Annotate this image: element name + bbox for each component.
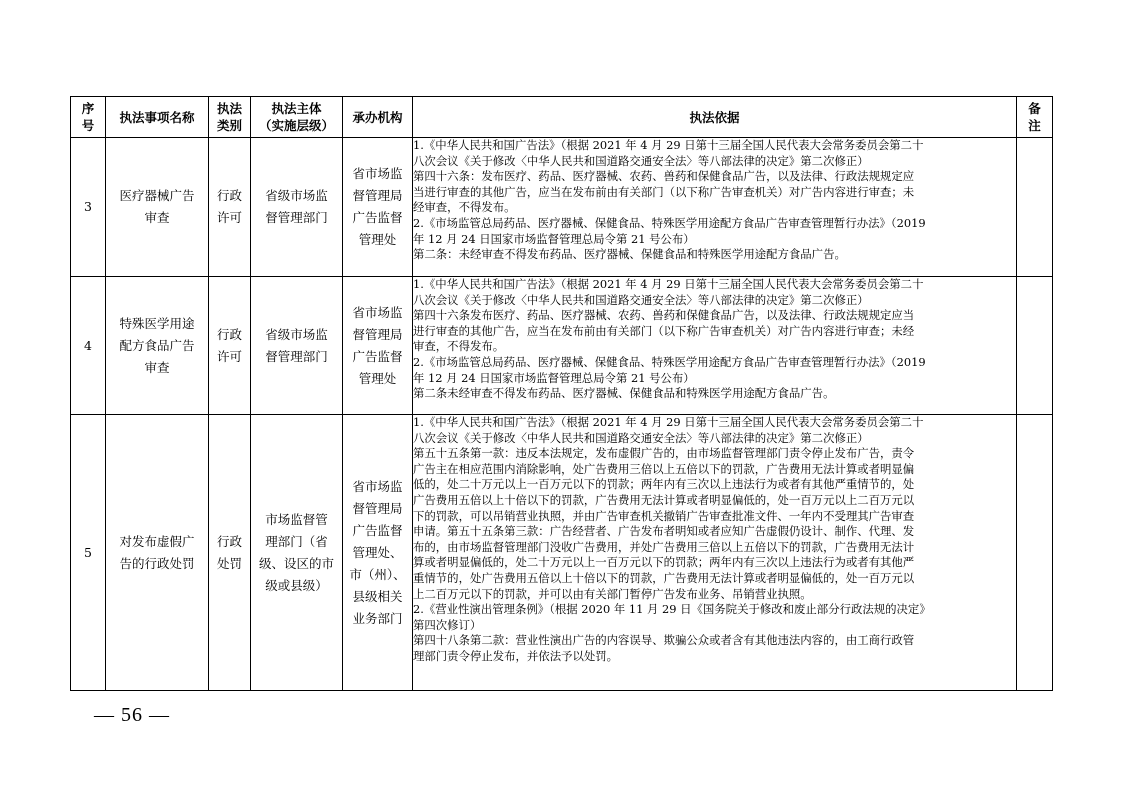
row-item-name	[106, 277, 209, 415]
agency-line: 管理处	[358, 370, 397, 386]
subject-line: 督管理部门	[265, 348, 328, 364]
table-row	[71, 415, 1053, 691]
header-category-line: 执法	[216, 101, 242, 116]
row-remark	[1017, 415, 1053, 691]
item-name-line: 特殊医学用途	[119, 315, 195, 331]
header-remark	[1017, 97, 1053, 138]
basis-line: 第二条：未经审查不得发布药品、医疗器械、保健食品和特殊医学用途配方食品广告。	[413, 247, 846, 262]
row-category	[209, 277, 251, 415]
header-remark-line: 注	[1028, 118, 1041, 133]
row-category	[209, 415, 251, 691]
agency-line: 广告监督	[352, 348, 403, 364]
basis-line: 年 12 月 24 日国家市场监督管理总局令第 21 号公布）	[413, 370, 695, 385]
subject-line: 省级市场监	[265, 188, 328, 203]
category-line: 行政	[216, 188, 242, 203]
row-basis	[413, 138, 1017, 277]
header-subject-line: （实施层级）	[258, 118, 334, 133]
category-line: 许可	[216, 348, 242, 364]
basis-line: 年 12 月 24 日国家市场监督管理总局令第 21 号公布）	[413, 231, 695, 246]
basis-line: 2.《营业性演出管理条例》（根据 2020 年 11 月 29 日《国务院关于修改和废止部分行政法规的决定》	[413, 602, 931, 617]
header-row	[71, 97, 1053, 138]
row-item-name	[106, 138, 209, 277]
basis-line: 理部门责令停止发布，并依法予以处罚。	[413, 648, 619, 663]
table-row	[71, 138, 1053, 277]
subject-line: 级、设区的市	[258, 555, 334, 571]
agency-line: 广告监督	[352, 522, 403, 538]
header-basis: 执法依据	[413, 97, 1017, 138]
basis-line: 低的，处二十万元以上一百万元以下的罚款；两年内有三次以上违法行为或者有其他严重情节的，处	[413, 477, 915, 492]
row-remark	[1017, 277, 1053, 415]
header-subject	[251, 97, 343, 138]
basis-line: 八次会议《关于修改〈中华人民共和国道路交通安全法〉等八部法律的决定》第二次修正）	[413, 292, 869, 307]
agency-line: 业务部门	[352, 610, 403, 626]
item-name-line: 配方食品广告	[119, 337, 195, 353]
enforcement-table	[70, 96, 1053, 691]
row-subject	[251, 415, 343, 691]
basis-line: 第四十六条：发布医疗、药品、医疗器械、农药、兽药和保健食品广告，以及法律、行政法规规定应	[413, 169, 915, 184]
item-name-line: 告的行政处罚	[119, 555, 195, 571]
agency-line: 管理处	[358, 232, 397, 247]
row-seq: 5	[71, 415, 106, 691]
basis-line: 审查，不得发布。	[413, 339, 505, 354]
basis-line: 八次会议《关于修改〈中华人民共和国道路交通安全法〉等八部法律的决定》第二次修正）	[413, 153, 869, 168]
basis-line: 八次会议《关于修改〈中华人民共和国道路交通安全法〉等八部法律的决定》第二次修正）	[413, 430, 869, 445]
row-basis	[413, 415, 1017, 691]
header-category-line: 类别	[216, 118, 242, 133]
basis-line: 1.《中华人民共和国广告法》（根据 2021 年 4 月 29 日第十三届全国人民代表大会常务委员会第二十	[413, 415, 924, 429]
basis-line: 广告主在相应范围内消除影响，处广告费用三倍以上五倍以下的罚款，广告费用无法计算或者明显偏	[413, 461, 915, 476]
basis-line: 第四次修订）	[413, 617, 482, 632]
category-line: 行政	[216, 326, 242, 342]
header-category	[209, 97, 251, 138]
category-line: 行政	[216, 533, 242, 549]
subject-line: 市场监督管	[265, 511, 328, 527]
basis-line: 申请。第五十五条第三款：广告经营者、广告发布者明知或者应知广告虚假仍设计、制作、代理、发	[413, 524, 915, 539]
basis-line: 算或者明显偏低的，处二十万元以上一百万元以下的罚款；两年内有三次以上违法行为或者有其他严	[413, 555, 915, 570]
basis-line: 上二百万元以下的罚款，并可以由有关部门暂停广告发布业务、吊销营业执照。	[413, 586, 812, 601]
category-line: 处罚	[216, 555, 242, 571]
row-agency	[343, 138, 413, 277]
item-name-line: 医疗器械广告	[119, 188, 195, 203]
header-subject-line: 执法主体	[271, 101, 322, 116]
basis-line: 2.《市场监管总局药品、医疗器械、保健食品、特殊医学用途配方食品广告审查管理暂行办法》（2019	[413, 354, 926, 369]
row-subject	[251, 277, 343, 415]
agency-line: 管理处、	[352, 544, 403, 560]
row-item-name	[106, 415, 209, 691]
agency-line: 督管理局	[352, 500, 403, 516]
header-item-name: 执法事项名称	[106, 97, 209, 138]
basis-line: 第二条未经审查不得发布药品、医疗器械、保健食品和特殊医学用途配方食品广告。	[413, 386, 835, 401]
row-agency	[343, 277, 413, 415]
row-basis	[413, 277, 1017, 415]
basis-line: 下的罚款，可以吊销营业执照，并由广告审查机关撤销广告审查批准文件、一年内不受理其广告审查	[413, 508, 915, 523]
basis-line: 第五十五条第一款：违反本法规定，发布虚假广告的，由市场监督管理部门责令停止发布广告，责令	[413, 446, 915, 461]
basis-line: 第四十六条发布医疗、药品、医疗器械、农药、兽药和保健食品广告，以及法律、行政法规规定应当	[413, 308, 915, 323]
agency-line: 省市场监	[352, 478, 403, 494]
basis-line: 当进行审查的其他广告，应当在发布前由有关部门（以下称广告审查机关）对广告内容进行审查；未	[413, 184, 915, 199]
item-name-line: 审查	[144, 210, 170, 225]
category-line: 许可	[216, 210, 242, 225]
header-seq-line: 序	[81, 101, 95, 116]
row-subject	[251, 138, 343, 277]
agency-line: 县级相关	[352, 588, 403, 604]
agency-line: 督管理局	[352, 326, 403, 342]
agency-line: 省市场监	[352, 304, 403, 320]
item-name-line: 对发布虚假广	[119, 533, 195, 549]
item-name-line: 审查	[144, 359, 170, 375]
basis-line: 1.《中华人民共和国广告法》（根据 2021 年 4 月 29 日第十三届全国人民代表大会常务委员会第二十	[413, 277, 924, 291]
basis-line: 重情节的，处广告费用五倍以上十倍以下的罚款，广告费用无法计算或者明显偏低的，处一百万元以	[413, 570, 915, 585]
subject-line: 督管理部门	[265, 210, 328, 225]
table-row	[71, 277, 1053, 415]
basis-line: 经审查，不得发布。	[413, 200, 516, 215]
subject-line: 省级市场监	[265, 326, 328, 342]
header-remark-line: 备	[1028, 101, 1041, 116]
subject-line: 级或县级）	[265, 577, 328, 593]
row-seq: 3	[71, 138, 106, 277]
basis-line: 1.《中华人民共和国广告法》（根据 2021 年 4 月 29 日第十三届全国人民代表大会常务委员会第二十	[413, 138, 924, 152]
basis-line: 进行审查的其他广告，应当在发布前由有关部门（以下称广告审查机关）对广告内容进行审查；未经	[413, 323, 915, 338]
basis-line: 布的，由市场监督管理部门没收广告费用，并处广告费用三倍以上五倍以下的罚款，广告费用无法计	[413, 539, 915, 554]
basis-line: 广告费用五倍以上十倍以下的罚款，广告费用无法计算或者明显偏低的，处一百万元以上二百万元以	[413, 492, 915, 507]
row-category	[209, 138, 251, 277]
row-agency	[343, 415, 413, 691]
basis-line: 第四十八条第二款：营业性演出广告的内容误导、欺骗公众或者含有其他违法内容的，由工商行政管	[413, 633, 915, 648]
header-agency: 承办机构	[343, 97, 413, 138]
page-number: — 56 —	[94, 704, 170, 726]
agency-line: 省市场监	[352, 166, 403, 181]
agency-line: 督管理局	[352, 188, 403, 203]
row-seq: 4	[71, 277, 106, 415]
row-remark	[1017, 138, 1053, 277]
subject-line: 理部门（省	[265, 533, 328, 549]
basis-line: 2.《市场监管总局药品、医疗器械、保健食品、特殊医学用途配方食品广告审查管理暂行办法》（2019	[413, 215, 926, 230]
agency-line: 市（州）、	[349, 566, 406, 582]
header-seq-line: 号	[81, 118, 95, 133]
header-seq	[71, 97, 106, 138]
agency-line: 广告监督	[352, 210, 403, 225]
